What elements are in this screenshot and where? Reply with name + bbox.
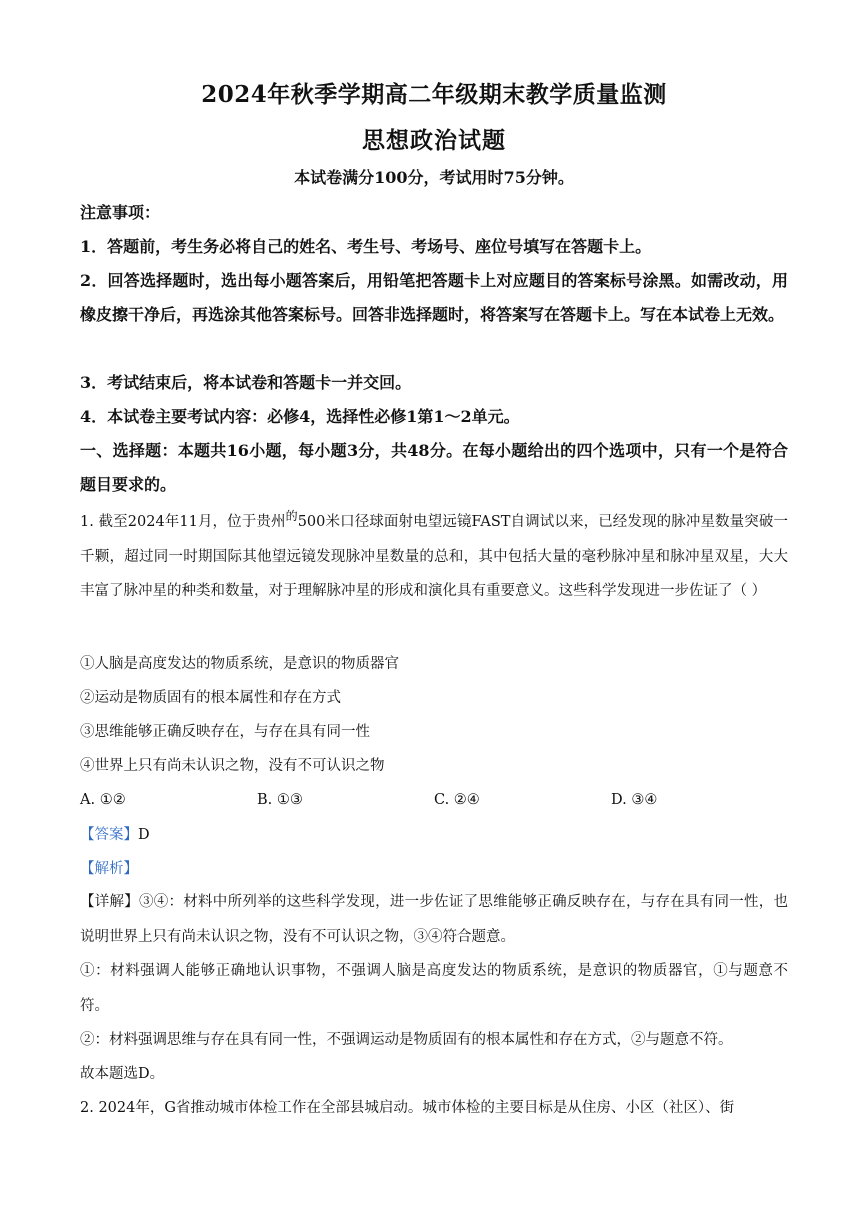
notice-item-2: 2．回答选择题时，选出每小题答案后，用铅笔把答题卡上对应题目的答案标号涂黑。如需改动，用橡皮擦干净后，再选涂其他答案标号。回答非选择题时，将答案写在答题卡上。写在本试卷上无效。 — [80, 271, 788, 324]
subject-title: 思想政治试题 — [362, 127, 506, 154]
section-heading: 一、选择题：本题共16小题，每小题3分，共48分。在每小题给出的四个选项中，只有一个是符合题目要求的。 — [80, 441, 788, 494]
detail-tag: 【详解】 — [80, 894, 140, 910]
analysis-tag: 【解析】 — [80, 861, 138, 877]
question-1-stem-sup: 的 — [285, 509, 298, 523]
conclusion: 故本题选D。 — [80, 1066, 165, 1082]
question-2-stem: 2. 2024年，G省推动城市体检工作在全部县城启动。城市体检的主要目标是从住房、小区（社区）、街 — [80, 1100, 735, 1116]
question-1-stem — [80, 505, 788, 609]
notice-item-4: 4．本试卷主要考试内容：必修4，选择性必修1第1～2单元。 — [80, 407, 520, 426]
detail-text-1: ③④：材料中所列举的这些科学发现，进一步佐证了思维能够正确反映存在，与存在具有同一性，也说明世界上只有尚未认识之物，没有不可认识之物，③④符合题意。 — [80, 894, 789, 945]
answer-line — [80, 825, 150, 845]
question-1-stem-part2: 500米口径球面射电望远镜FAST自调试以来，已经发现的脉冲星数量突破一千颗，超过同一时期国际其他望远镜发现脉冲星数量的总和，其中包括大量的毫秒脉冲星和脉冲星双星，大大丰富了脉冲星的种类和数量，对于理解脉冲星的形成和演化具有重要意义。这些科学发现进一步佐证了（ ） — [80, 514, 788, 599]
option-c: C. ②④ — [434, 792, 480, 808]
notice-item-3: 3．考试结束后，将本试卷和答题卡一并交回。 — [80, 373, 412, 392]
exam-subtitle: 本试卷满分100分，考试用时75分钟。 — [294, 168, 574, 187]
question-1-stem-part1: 1. 截至2024年11月，位于贵州 — [80, 514, 286, 530]
statement-3: ③思维能够正确反映存在，与存在具有同一性 — [80, 724, 370, 740]
statement-2: ②运动是物质固有的根本属性和存在方式 — [80, 690, 341, 706]
exam-title: 2024年秋季学期高二年级期末教学质量监测 — [201, 81, 667, 108]
option-b: B. ①③ — [257, 792, 303, 808]
statement-1: ①人脑是高度发达的物质系统，是意识的物质器官 — [80, 656, 399, 672]
answer-tag: 【答案】 — [80, 827, 138, 843]
statement-4: ④世界上只有尚未认识之物，没有不可认识之物 — [80, 758, 385, 774]
option-d: D. ③④ — [611, 792, 658, 808]
detail-paragraph-2: ①：材料强调人能够正确地认识事物，不强调人脑是高度发达的物质系统，是意识的物质器官，①与题意不符。 — [80, 963, 788, 1014]
notice-heading: 注意事项： — [80, 203, 161, 222]
detail-paragraph-3: ②：材料强调思维与存在具有同一性，不强调运动是物质固有的根本属性和存在方式，②与题意不符。 — [80, 1032, 733, 1048]
answer-value: D — [138, 827, 150, 843]
notice-item-1: 1．答题前，考生务必将自己的姓名、考生号、考场号、座位号填写在答题卡上。 — [80, 237, 652, 256]
detail-paragraph-1 — [80, 885, 788, 954]
option-a: A. ①② — [80, 792, 126, 808]
